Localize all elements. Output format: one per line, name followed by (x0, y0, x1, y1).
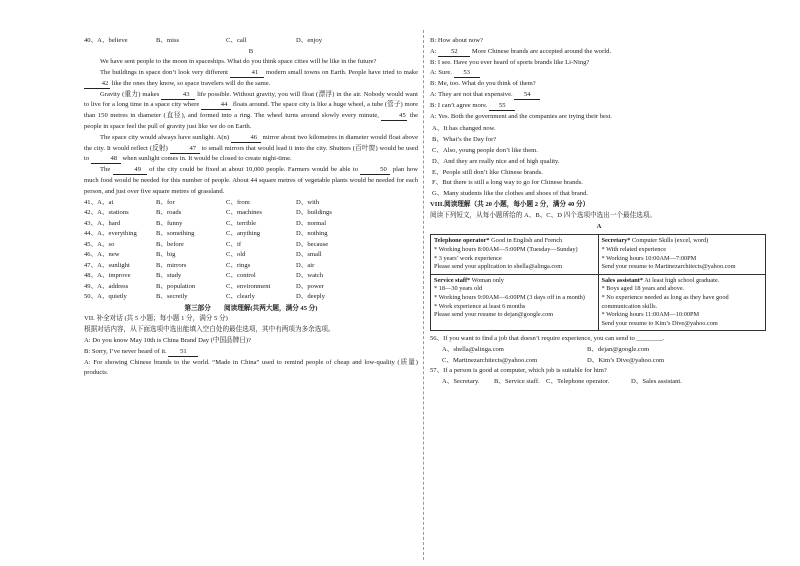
option-row-42 (84, 208, 418, 219)
passage-intro: We have sent people to the moon in spaceships. What do you think space cities will be like in the future? (100, 58, 377, 66)
blank-52: 52 (438, 48, 470, 57)
option-row-48 (84, 271, 418, 282)
option-48-a: 48、A、improve (84, 272, 131, 280)
blank-54: 54 (514, 91, 540, 100)
passage-para-3: Gravity (重力) makes 43 life possible. Without gravity, you will float (漂浮) in the air. Nobody would want to live for a long time in a space city where 44 floats around. The space city is like a huge wheel, a tube (管子) more than 150 metres in diameter (直径), and formed into a ring. The wheel turns around slowly every minute, 45 the people in space feel the pull of gravity just like we do on Earth. (84, 90, 419, 131)
section-8-instructions: 阅读下列短文，从每小题所给的 A、B、C、D 四个选项中选出一个最佳选项。 (430, 211, 657, 219)
option-45-d: D、because (296, 240, 329, 248)
column-divider (423, 30, 424, 560)
section-7-instructions: 根据对话内容，从下面选项中选出能填入空白处的最佳选项，其中有两项为多余选项。 (84, 326, 335, 334)
option-41-b: B、for (156, 198, 175, 206)
dialogue-line-6: B: I see. Have you ever heard of sports brands like Li-Ning? (430, 58, 590, 66)
dialogue-line-1: A: Do you know May 10th is China Brand Day (中国品牌日)? (84, 337, 252, 345)
option-row-49 (84, 282, 418, 293)
option-46-c: C、old (226, 251, 246, 259)
ad-telephone-operator: Telephone operator* Good in English and French * Working hours 8:00AM—5:00PM (Tuesday—Sunday) * 3 years’ work experience Please send your application to shella@alinga.com (431, 235, 599, 274)
dialogue-line-7: A: Sure. 53 (430, 68, 768, 79)
job-ads-table (430, 234, 766, 331)
blank-41: 41 (230, 69, 264, 78)
option-44-a: 44、A、everything (84, 230, 137, 238)
dialogue-line-4: B: How about now? (430, 37, 483, 44)
question-40: 40、A、believe B、miss C、call D、enjoy (84, 37, 323, 44)
option-49-d: D、power (296, 282, 324, 290)
dialogue-line-9: A: They are not that expensive. 54 (430, 90, 768, 101)
blank-55: 55 (489, 102, 515, 111)
dialogue-line-8: B: Me, too. What do you think of them? (430, 80, 536, 88)
section-7-heading: VII. 补全对话 (共 5 小题；每小题 1 分，满分 5 分) (84, 315, 228, 323)
dialogue-line-2: B: Sorry, I’ve never heard of it. 51 (84, 347, 418, 358)
dialogue-option-f: F、But there is still a long way to go for Chinese brands. (432, 179, 583, 187)
option-46-d: D、small (296, 251, 322, 259)
blank-46: 46 (231, 134, 261, 143)
right-column (430, 36, 768, 387)
blank-50: 50 (360, 166, 390, 175)
blank-53: 53 (454, 69, 480, 78)
question-56: 56、If you want to find a job that doesn’t require experience, you can send to ________. (430, 335, 665, 343)
blank-43: 43 (161, 91, 195, 100)
option-row-45 (84, 240, 418, 251)
section-b-heading: B (248, 47, 254, 55)
option-45-b: B、before (156, 240, 184, 248)
option-row-43 (84, 219, 418, 230)
option-47-c: C、rings (226, 261, 251, 269)
option-row-46 (84, 250, 418, 261)
option-48-d: D、watch (296, 272, 324, 280)
passage-para-5: The 49 of the city could be fixed at about 10,000 people. Farmers would be able to 50 plan how much food would be needed for this number of people. About 44 square metres of vegetable plants would be needed for each person, and just over five square metres of grassland. (84, 166, 418, 195)
dialogue-option-b: B、What’s the Day for? (432, 136, 497, 144)
question-57: 57、If a person is good at computer, which job is suitable for him? (430, 367, 607, 375)
option-49-b: B、population (156, 282, 196, 290)
dialogue-option-a: A、It has changed now. (432, 125, 496, 133)
option-43-a: 43、A、hard (84, 219, 121, 227)
ad-service-staff: Service staff* Woman only * 18—30 years old * Working hours 9:00AM—6:00PM (3 days off in a month) * Work experience at least 6 months Please send your resume to dejan@google.com (431, 274, 599, 331)
dialogue-line-11: A: Yes. Both the government and the companies are trying their best. (430, 112, 613, 120)
option-50-a: 50、A、quietly (84, 293, 127, 301)
option-43-d: D、normal (296, 219, 327, 227)
question-57-options: A、Secretary. B、Service staff. C、Telephone operator. D、Sales assistant. (442, 377, 682, 385)
part3-heading: 第三部分 阅读理解(共两大题，满分 45 分) (184, 304, 318, 312)
option-41-a: 41、A、at (84, 198, 114, 206)
passage-para-4: The space city would always have sunlight. A(n) 46 mirror about two kilometres in diameter would float above the city. It would reflect (反射) 47 to small mirrors that would lead it into the city. Shutters (百叶窗) would be used to 48 when sunlight comes in. It would be closed to create night-time. (84, 133, 419, 163)
dialogue-option-g: G、Many students like the clothes and shoes of that brand. (432, 190, 589, 198)
options-41-50 (84, 198, 418, 303)
blank-42: 42 (84, 80, 110, 89)
dialogue-line-3: A: For showing Chinese brands to the world. “Made in China” used to remind people of cheap and low-quality (质量) products. (84, 358, 418, 377)
blank-45: 45 (381, 112, 407, 121)
dialogue-options (430, 124, 768, 200)
option-42-c: C、machines (226, 209, 262, 217)
option-43-c: C、terrible (226, 219, 257, 227)
option-45-a: 45、A、so (84, 240, 115, 248)
option-50-c: C、clearly (226, 293, 255, 301)
option-50-b: B、secretly (156, 293, 188, 301)
dialogue-option-c: C、Also, young people don’t like them. (432, 146, 538, 154)
option-46-a: 46、A、new (84, 251, 120, 259)
option-row-41 (84, 198, 418, 209)
option-47-a: 47、A、sunlight (84, 261, 130, 269)
option-row-47 (84, 261, 418, 272)
blank-48: 48 (91, 155, 121, 164)
option-49-c: C、environment (226, 282, 271, 290)
option-46-b: B、big (156, 251, 176, 259)
blank-44: 44 (201, 101, 231, 110)
option-44-c: C、anything (226, 230, 261, 238)
option-43-b: B、funny (156, 219, 183, 227)
passage-para-2: The buildings in space don’t look very different 41 modern small towns on Earth. People have tried to make 42 like the ones they know, so space travelers will do the same. (84, 68, 418, 90)
option-47-d: D、air (296, 261, 315, 269)
question-56-options-1: A、shella@alinga.com B、dejan@google.com (442, 346, 650, 354)
dialogue-option-d: D、And they are really nice and of high quality. (432, 157, 560, 165)
dialogue-line-10: B: I can’t agree more. 55 (430, 101, 768, 112)
option-41-c: C、from (226, 198, 250, 206)
question-56-options-2: C、Martinezarchitects@yahoo.com D、Kim’s Dive@yahoo.com (442, 356, 665, 364)
option-49-a: 49、A、address (84, 282, 129, 290)
passage-a-label: A (596, 222, 602, 230)
option-44-d: D、nothing (296, 230, 328, 238)
option-50-d: D、deeply (296, 293, 325, 301)
option-42-a: 42、A、stations (84, 209, 129, 217)
dialogue-option-e: E、People still don’t like Chinese brands. (432, 168, 543, 176)
option-48-c: C、control (226, 272, 256, 280)
blank-49: 49 (113, 166, 147, 175)
option-44-b: B、something (156, 230, 195, 238)
left-column (84, 36, 418, 379)
option-row-44 (84, 229, 418, 240)
option-42-d: D、buildings (296, 209, 332, 217)
option-47-b: B、mirrors (156, 261, 187, 269)
option-41-d: D、with (296, 198, 320, 206)
ad-secretary: Secretary* Computer Skills (excel, word) * With related experience * Working hours 10:00AM—7:00PM Send your resume to Martinezarchitects@yahoo.com (598, 235, 766, 274)
blank-47: 47 (170, 145, 200, 154)
option-row-50 (84, 292, 418, 303)
option-45-c: C、if (226, 240, 242, 248)
dialogue-line-5: A: 52 More Chinese brands are accepted around the world. (430, 47, 612, 55)
section-8-heading: VIII.阅读理解（共 20 小题，每小题 2 分，满分 40 分） (430, 200, 590, 208)
option-42-b: B、roads (156, 209, 182, 217)
option-48-b: B、study (156, 272, 182, 280)
blank-51: 51 (168, 348, 198, 357)
ad-sales-assistant: Sales assistant* At least high school graduate. * Boys aged 18 years and above. * No experience needed as long as they have good communication skills. * Working hours 11:00AM—10:00PM Send your resume to Kim’s Dive@yahoo.com (598, 274, 766, 331)
